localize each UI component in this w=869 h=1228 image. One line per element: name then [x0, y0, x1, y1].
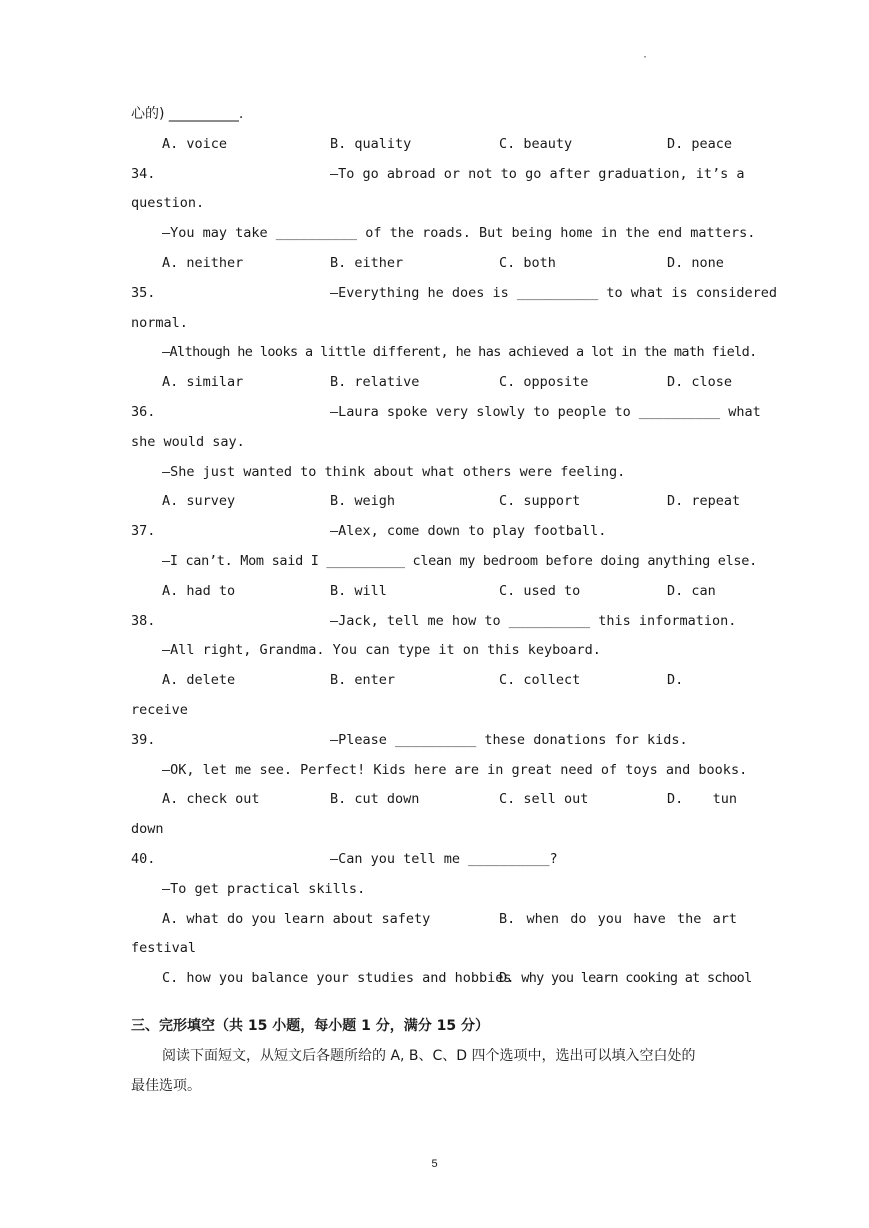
- q36-option-a: A. survey: [162, 493, 236, 510]
- q40-option-a: A. what do you learn about safety: [162, 910, 431, 927]
- q35-option-b: B. relative: [330, 374, 420, 391]
- q35-line1-wrap: normal.: [131, 314, 188, 331]
- q37-line1: —Alex, come down to play football.: [330, 523, 607, 540]
- q34-line1-wrap: question.: [131, 195, 205, 212]
- q36-option-b: B. weigh: [330, 493, 396, 510]
- q40-option-b-word: B.: [499, 910, 516, 927]
- q37-option-a: A. had to: [162, 582, 236, 599]
- q40-option-c: C. how you balance your studies and hobbies: [162, 970, 512, 987]
- q34-option-a: A. neither: [162, 254, 244, 271]
- q35-number: 35.: [131, 284, 156, 301]
- q33-options: [131, 130, 737, 160]
- q39-option-d: D.: [667, 791, 684, 808]
- q39-option-a: A. check out: [162, 791, 260, 808]
- q40-option-b-wrap: festival: [131, 940, 197, 957]
- q38-option-b: B. enter: [330, 672, 396, 689]
- q37-number: 37.: [131, 523, 156, 540]
- q34-line2: —You may take __________ of the roads. But being home in the end matters.: [162, 225, 756, 242]
- q35-option-d: D. close: [667, 374, 733, 391]
- page-number: 5: [431, 1158, 438, 1170]
- q40-number: 40.: [131, 850, 156, 867]
- q39-number: 39.: [131, 731, 156, 748]
- section-instruction-line2: 最佳选项。: [131, 1077, 201, 1094]
- q33-option-a: A. voice: [162, 135, 228, 152]
- q36-line1: —Laura spoke very slowly to people to __________ what: [330, 403, 761, 420]
- q33-continuation: 心的) __________.: [131, 106, 244, 122]
- q40-option-b-word: when: [526, 910, 559, 927]
- q38-line1: —Jack, tell me how to __________ this information.: [330, 612, 737, 629]
- q35-line1: —Everything he does is __________ to what is considered: [330, 284, 778, 301]
- q40-option-b-word: the: [676, 910, 702, 927]
- question-list: [131, 100, 778, 1101]
- q38-option-wrap: receive: [131, 701, 188, 718]
- q34-line1: —To go abroad or not to go after graduation, it’s a: [330, 165, 745, 182]
- q39-option-d-word: tun: [712, 791, 737, 808]
- q39-stem: [131, 726, 737, 756]
- q35-option-c: C. opposite: [499, 374, 589, 391]
- section-instruction-line1: 阅读下面短文，从短文后各题所给的 A, B、C、D 四个选项中，选出可以填入空白处的: [162, 1047, 696, 1064]
- q34-stem: [131, 160, 745, 190]
- q37-line2: —I can’t. Mom said I __________ clean my bedroom before doing anything else.: [162, 552, 757, 569]
- q36-stem: [131, 398, 761, 428]
- q34-option-c: C. both: [499, 254, 556, 271]
- q33-option-b: B. quality: [330, 135, 412, 152]
- q34-option-d: D. none: [667, 254, 724, 271]
- q40-option-d: D. why you learn cooking at school: [499, 970, 752, 987]
- header-mark: ·: [642, 52, 649, 63]
- q39-option-c: C. sell out: [499, 791, 589, 808]
- q36-option-d: D. repeat: [667, 493, 741, 510]
- q39-option-wrap: down: [131, 821, 164, 838]
- q36-line1-wrap: she would say.: [131, 433, 245, 450]
- q38-option-a: A. delete: [162, 672, 236, 689]
- q40-stem: [131, 845, 737, 875]
- q38-options: [131, 666, 737, 696]
- q36-line2: —She just wanted to think about what others were feeling.: [162, 463, 626, 480]
- q40-option-b-word: have: [633, 910, 666, 927]
- q40-options-ab: [131, 905, 737, 935]
- q35-stem: [131, 279, 778, 309]
- q38-stem: [131, 607, 737, 637]
- q34-options: [131, 249, 737, 279]
- q40-option-b-word: do: [570, 910, 587, 927]
- q39-line1: —Please __________ these donations for kids.: [330, 731, 688, 748]
- q38-option-d: D.: [667, 672, 684, 689]
- q36-number: 36.: [131, 403, 156, 420]
- q38-number: 38.: [131, 612, 156, 629]
- q40-option-b-word: you: [597, 910, 623, 927]
- section-title: 三、完形填空（共 15 小题，每小题 1 分，满分 15 分）: [131, 1017, 489, 1034]
- q40-line2: —To get practical skills.: [162, 880, 366, 897]
- q40-options-cd: [131, 964, 752, 994]
- q40-option-b: [499, 905, 737, 935]
- q37-options: [131, 577, 737, 607]
- q38-option-c: C. collect: [499, 672, 581, 689]
- q37-option-c: C. used to: [499, 582, 581, 599]
- q39-options: [131, 785, 737, 815]
- q40-option-b-word: art: [712, 910, 737, 927]
- q35-line2: —Although he looks a little different, he has achieved a lot in the math field.: [162, 344, 757, 361]
- q35-options: [131, 368, 737, 398]
- q38-line2: —All right, Grandma. You can type it on this keyboard.: [162, 642, 601, 659]
- q33-option-c: C. beauty: [499, 135, 573, 152]
- q37-option-d: D. can: [667, 582, 716, 599]
- q33-option-d: D. peace: [667, 135, 733, 152]
- q37-stem: [131, 517, 737, 547]
- q39-option-b: B. cut down: [330, 791, 420, 808]
- q37-option-b: B. will: [330, 582, 387, 599]
- q34-number: 34.: [131, 165, 156, 182]
- q34-option-b: B. either: [330, 254, 404, 271]
- q36-option-c: C. support: [499, 493, 581, 510]
- q36-options: [131, 487, 741, 517]
- q40-line1: —Can you tell me __________?: [330, 850, 558, 867]
- q39-line2: —OK, let me see. Perfect! Kids here are in great need of toys and books.: [162, 761, 748, 778]
- q35-option-a: A. similar: [162, 374, 244, 391]
